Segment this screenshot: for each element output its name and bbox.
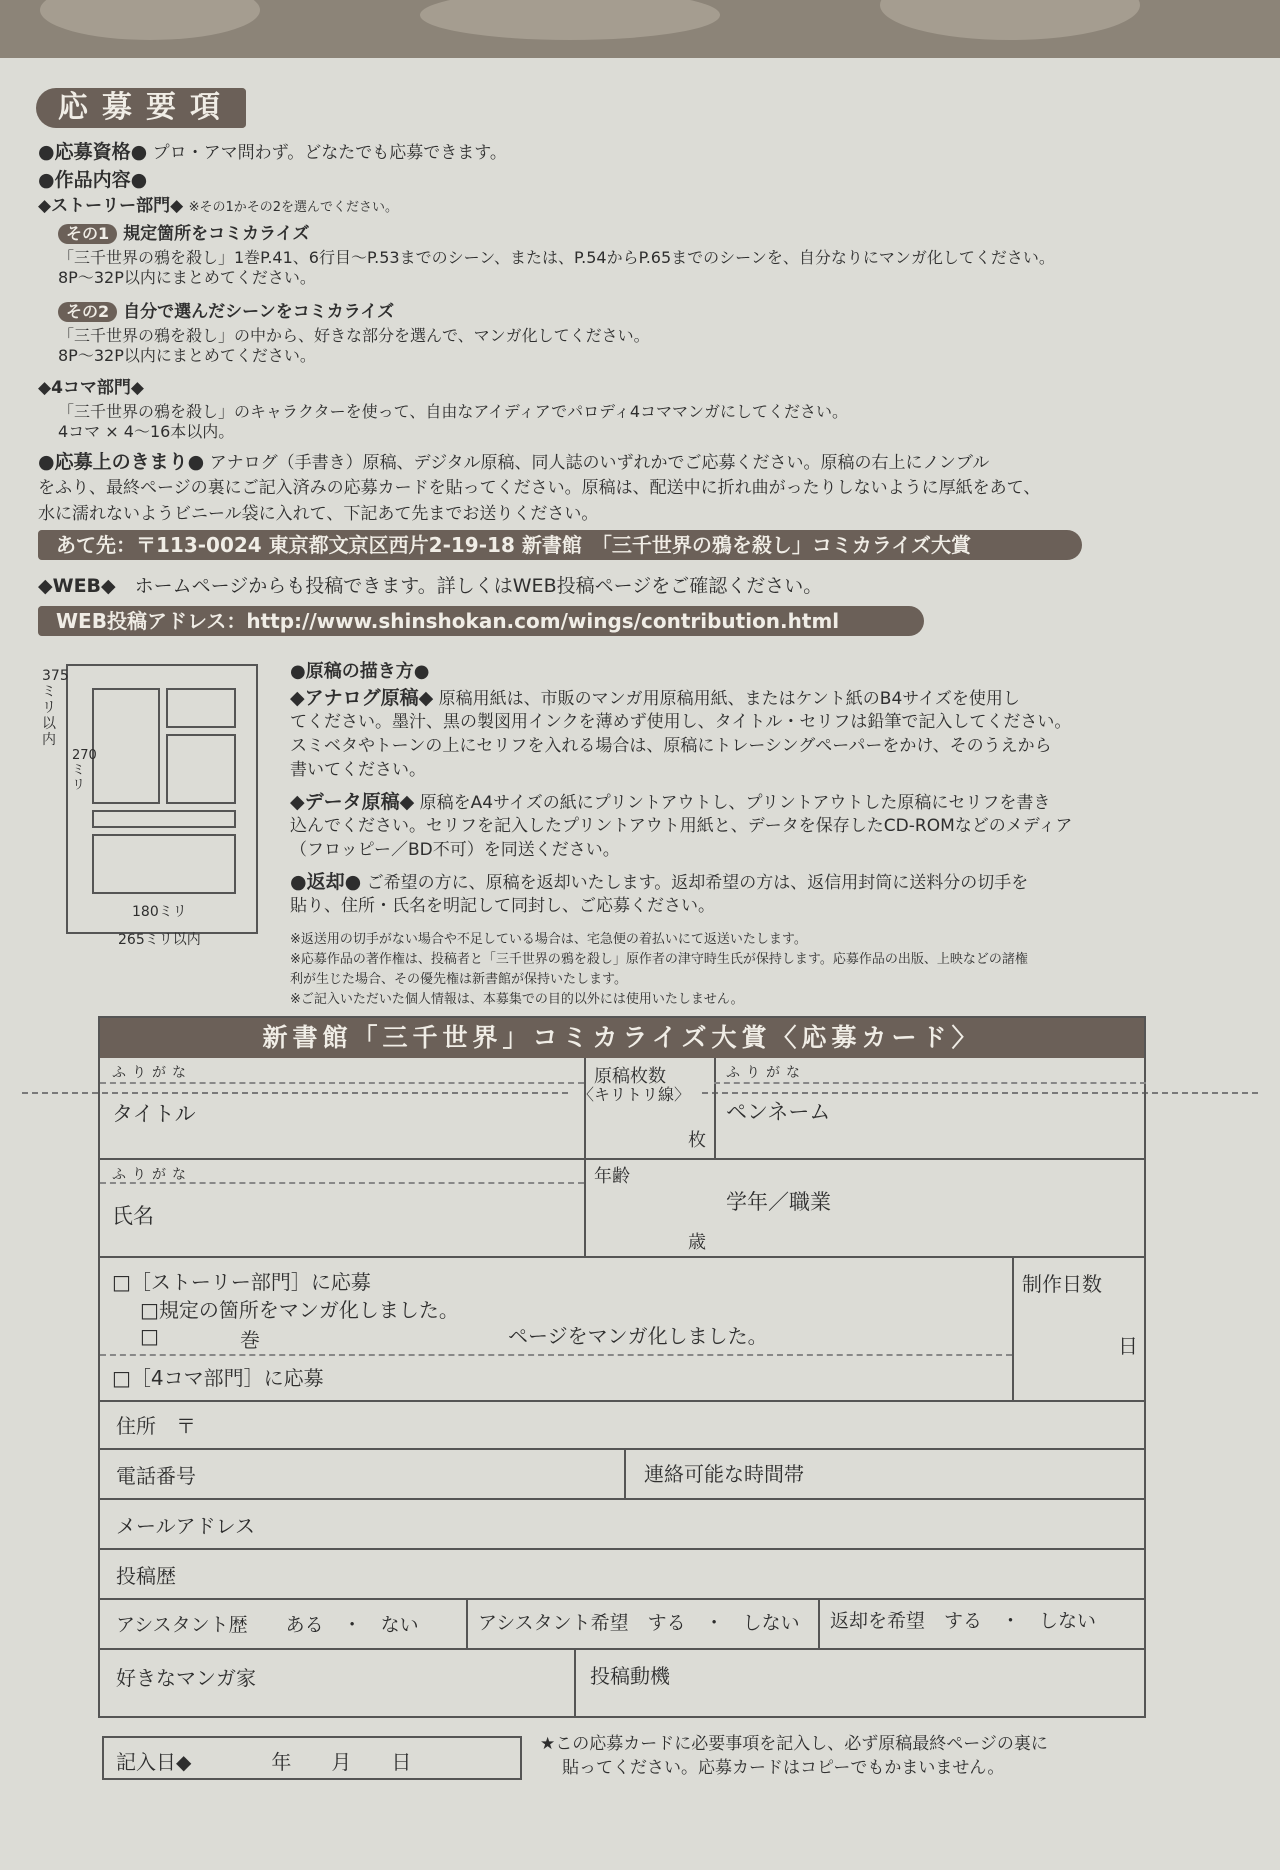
divider [818,1598,820,1648]
age-unit[interactable]: 歳 [688,1232,706,1253]
panel-5 [92,834,236,894]
height-375-label: 375ミリ以内 [42,668,69,748]
divider [624,1448,626,1498]
note-3: 利が生じた場合、その優先権は新書館が保持いたします。 [290,972,627,987]
return-line2: 貼り、住所・氏名を明記して同封し、ご応募ください。 [290,896,715,916]
furigana-label: ふりがな [726,1065,806,1081]
divider [100,1548,1146,1550]
divider [100,1598,1146,1600]
eligibility-row [38,142,507,163]
address-bar: あて先：〒113-0024 東京都文京区西片2-19-18 新書館 「三千世界の鴉を殺し」コミカライズ大賞 [38,530,1082,560]
title-field[interactable]: タイトル [112,1102,196,1126]
panel-4 [92,810,236,828]
assistant-history-field[interactable]: アシスタント歴 ある ・ ない [116,1614,419,1636]
history-field[interactable]: 投稿歴 [116,1564,176,1588]
rules-line3: 水に濡れないようビニール袋に入れて、下記あて先までお送りください。 [38,504,599,524]
opt1-line1: 「三千世界の鴉を殺し」1巻P.41、6行目〜P.53までのシーン、または、P.54からP.65までのシーンを、自分なりにマンガ化してください。 [58,248,1055,267]
page-manga-label: ページをマンガ化しました。 [508,1324,768,1348]
section-divider [100,1354,1012,1356]
koma-apply-checkbox[interactable]: □［4コマ部門］に応募 [112,1366,324,1390]
analog-line3: スミベタやトーンの上にセリフを入れる場合は、原稿にトレーシングペーパーをかけ、そのうえから [290,736,1052,756]
application-card [98,1016,1146,1718]
story-row [38,196,398,218]
return-label: ●返却● [290,871,362,893]
panel-2 [166,688,236,728]
grade-field[interactable]: 学年／職業 [726,1190,831,1214]
cut-line-label: 〈キリトリ線〉 [570,1082,698,1105]
opt2-row [58,302,394,322]
name-field[interactable]: 氏名 [112,1204,154,1228]
divider [100,1448,1146,1450]
entry-date-box[interactable] [102,1736,522,1780]
divider [100,1400,1146,1402]
width-180-label: 180ミリ [132,904,187,920]
furigana-label: ふりがな [112,1065,192,1081]
divider [1012,1256,1014,1400]
analog-row [290,688,1020,709]
web-row [38,576,822,596]
furi-divider [100,1082,584,1084]
opt1-row [58,224,309,244]
contact-time-field[interactable]: 連絡可能な時間帯 [644,1462,804,1486]
divider [100,1498,1146,1500]
note-4: ※ご記入いただいた個人情報は、本募集での目的以外には使用いたしません。 [290,992,744,1007]
motive-field[interactable]: 投稿動機 [590,1664,670,1688]
phone-field[interactable]: 電話番号 [116,1464,196,1488]
width-265-label: 265ミリ以内 [118,932,201,948]
footer-note-line1: ★この応募カードに必要事項を記入し、必ず原稿最終ページの裏に [540,1734,1048,1754]
rules-line1: アナログ（手書き）原稿、デジタル原稿、同人誌のいずれかでご応募ください。原稿の右上にノンブル [209,453,990,473]
card-title: 新書館「三千世界」コミカライズ大賞〈応募カード〉 [100,1018,1144,1058]
divider [584,1058,586,1256]
opt1-title: 規定箇所をコミカライズ [123,224,310,244]
note-2: ※応募作品の著作権は、投稿者と「三千世界の鴉を殺し」原作者の津守時生氏が保持します。応募作品の出版、上映などの諸権 [290,952,1028,967]
data-label: ◆データ原稿◆ [290,791,415,813]
divider [100,1158,1146,1160]
data-row [290,792,1050,813]
return-row [290,872,1028,893]
eligibility-label: ●応募資格● [38,141,148,163]
drawing-label: ●原稿の描き方● [290,661,430,682]
email-field[interactable]: メールアドレス [116,1514,255,1538]
analog-label: ◆アナログ原稿◆ [290,687,434,709]
web-text: ホームページからも投稿できます。詳しくはWEB投稿ページをご確認ください。 [134,575,823,597]
rules-row [38,452,989,473]
opt2-line1: 「三千世界の鴉を殺し」の中から、好きな部分を選んで、マンガ化してください。 [58,326,650,345]
web-label: ◆WEB◆ [38,575,116,597]
return-line1: ご希望の方に、原稿を返却いたします。返却希望の方は、返信用封筒に送料分の切手を [366,873,1029,893]
panel-3 [166,734,236,804]
height-270-label: 270ミリ [72,748,97,793]
days-unit[interactable]: 日 [1118,1334,1138,1358]
volume-label: 巻 [240,1328,260,1352]
analog-line4: 書いてください。 [290,760,426,780]
address-field[interactable]: 住所 〒 [116,1414,196,1438]
opt1-line2: 8P〜32P以内にまとめてください。 [58,268,316,287]
story-apply-checkbox[interactable]: □［ストーリー部門］に応募 [112,1270,371,1294]
furigana-label: ふりがな [112,1167,192,1183]
story-note: ※その1かその2を選んでください。 [188,200,398,215]
divider [574,1648,576,1718]
data-line2: 込んでください。セリフを記入したプリントアウト用紙と、データを保存したCD-ROMなどのメディア [290,816,1073,836]
pages-label: 原稿枚数 [594,1066,666,1087]
return-want-field[interactable]: 返却を希望 する ・ しない [830,1610,1097,1632]
divider [100,1256,1146,1258]
divider [714,1058,716,1158]
camouflage-banner [0,0,1280,58]
age-label: 年齢 [594,1166,630,1187]
favorite-artist-field[interactable]: 好きなマンガ家 [116,1666,256,1690]
divider [100,1648,1146,1650]
panel-1 [92,688,160,804]
opt2-line2: 8P〜32P以内にまとめてください。 [58,346,316,365]
pages-unit[interactable]: 枚 [688,1130,706,1151]
penname-field[interactable]: ペンネーム [726,1100,831,1124]
assistant-want-field[interactable]: アシスタント希望 する ・ しない [478,1612,800,1634]
koma4-line1: 「三千世界の鴉を殺し」のキャラクターを使って、自由なアイディアでパロディ4コママンガにしてください。 [58,402,849,421]
koma4-line2: 4コマ × 4〜16本以内。 [58,422,235,441]
koma4-label: ◆4コマ部門◆ [38,378,144,398]
entry-date-field[interactable]: 記入日◆ 年 月 日 [116,1750,412,1774]
page-title: 応募要項 [36,88,246,128]
furi-divider [714,1082,1146,1084]
story-opt1-checkbox[interactable]: □規定の箇所をマンガ化しました。 [140,1298,459,1322]
footer-note-line2: 貼ってください。応募カードはコピーでもかまいません。 [562,1758,1005,1778]
web-url-bar[interactable]: WEB投稿アドレス：http://www.shinshokan.com/wings/contribution.html [38,606,924,636]
opt2-tag: その2 [58,302,117,322]
data-line3: （フロッピー／BD不可）を同送ください。 [290,840,620,860]
content-label: ●作品内容● [38,169,148,191]
eligibility-text: プロ・アマ問わず。どなたでも応募できます。 [152,143,507,163]
story-opt2-checkbox[interactable]: □ [140,1324,159,1348]
analog-line1: 原稿用紙は、市販のマンガ用原稿用紙、またはケント紙のB4サイズを使用し [438,689,1020,709]
story-label: ◆ストーリー部門◆ [38,196,184,216]
manuscript-diagram [66,664,258,934]
days-label: 制作日数 [1022,1272,1102,1296]
rules-label: ●応募上のきまり● [38,451,205,473]
analog-line2: てください。墨汁、黒の製図用インクを薄めず使用し、タイトル・セリフは鉛筆で記入してください。 [290,712,1072,732]
opt2-title: 自分で選んだシーンをコミカライズ [123,302,395,322]
opt1-tag: その1 [58,224,117,244]
divider [466,1598,468,1648]
note-1: ※返送用の切手がない場合や不足している場合は、宅急便の着払いにて返送いたします。 [290,932,807,947]
data-line1: 原稿をA4サイズの紙にプリントアウトし、プリントアウトした原稿にセリフを書き [419,793,1051,813]
rules-line2: をふり、最終ページの裏にご記入済みの応募カードを貼ってください。原稿は、配送中に折れ曲がったりしないように厚紙をあて、 [38,478,1041,498]
